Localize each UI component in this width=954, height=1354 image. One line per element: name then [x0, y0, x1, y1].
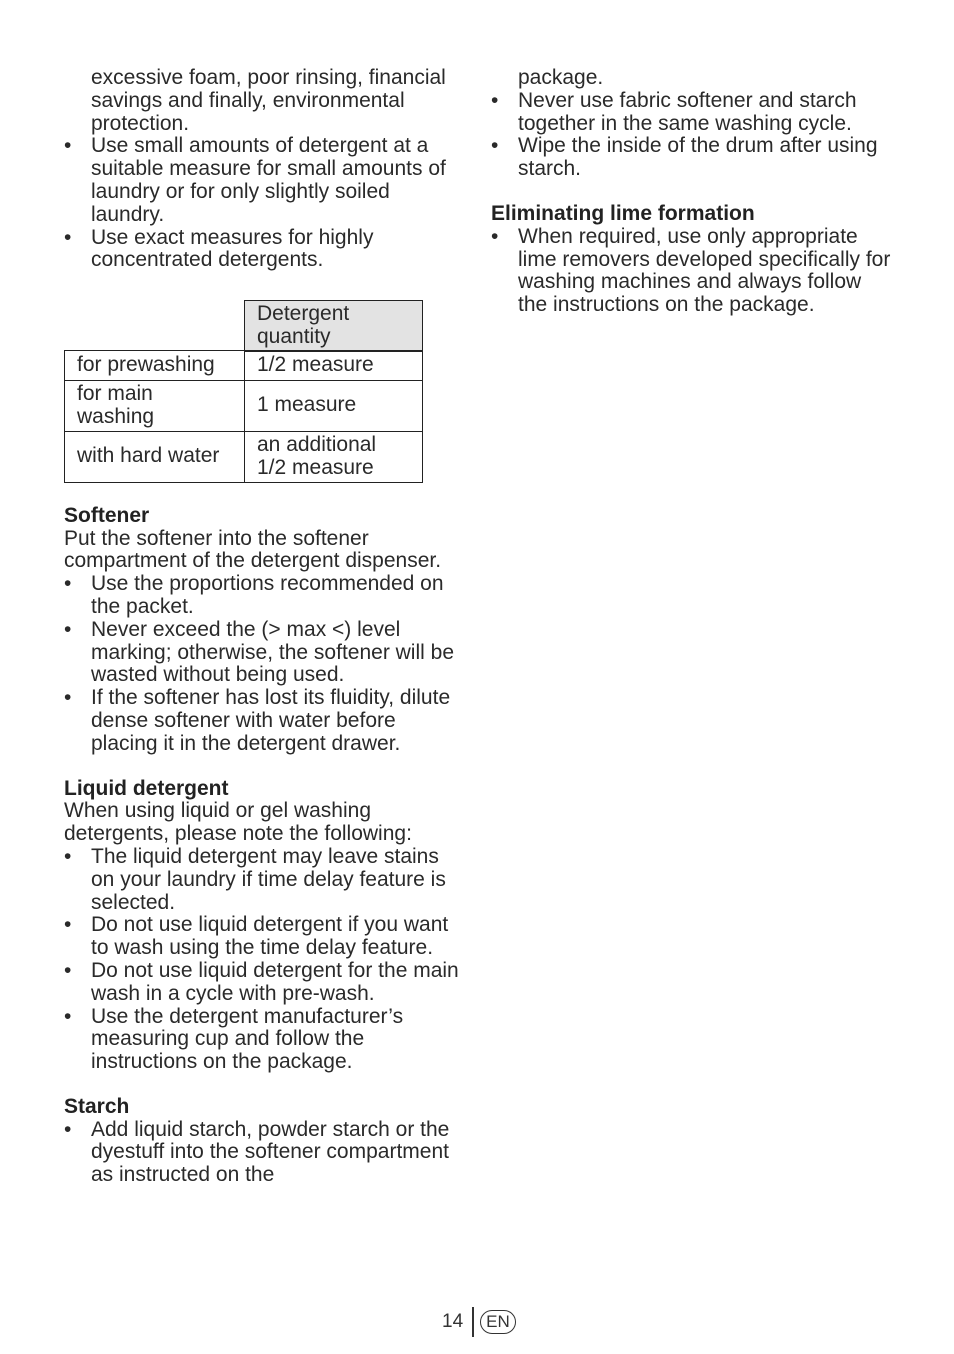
table-corner-cell	[65, 301, 245, 351]
table-row-value: 1/2 measure	[245, 351, 423, 381]
starch-continuation: package.	[518, 66, 604, 89]
list-item: • Never exceed the (> max <) level marking; otherwise, the softener will be wasted without being used.	[64, 619, 464, 687]
list-item: • The liquid detergent may leave stains on your laundry if time delay feature is selected.	[64, 846, 464, 914]
softener-intro: Put the softener into the softener compartment of the detergent dispenser.	[64, 526, 442, 573]
liquid-detergent-intro: When using liquid or gel washing detergents, please note the following:	[64, 799, 412, 846]
list-item: • Use the detergent manufacturer’s measuring cup and follow the instructions on the package.	[64, 1006, 464, 1074]
starch-heading: Starch	[64, 1094, 130, 1118]
list-item: • If the softener has lost its fluidity, dilute dense softener with water before placing it in the detergent drawer.	[64, 687, 464, 755]
left-column	[64, 67, 464, 1187]
table-row-label: for main washing	[65, 380, 245, 431]
table-row-value: 1 measure	[245, 380, 423, 431]
footer-divider	[472, 1307, 474, 1337]
right-column	[491, 67, 891, 317]
softener-bullet-list	[64, 573, 464, 755]
lime-bullet-list	[491, 226, 891, 317]
list-item: • Do not use liquid detergent for the main wash in a cycle with pre-wash.	[64, 960, 464, 1006]
list-item: • Use the proportions recommended on the packet.	[64, 573, 464, 619]
table-row-label: for prewashing	[65, 351, 245, 381]
language-badge: EN	[480, 1310, 516, 1334]
list-item: • Use exact measures for highly concentrated detergents.	[64, 227, 464, 273]
table-header-detergent-quantity: Detergent quantity	[245, 301, 423, 351]
list-item: • Do not use liquid detergent if you want to wash using the time delay feature.	[64, 914, 464, 960]
liquid-detergent-heading: Liquid detergent	[64, 776, 229, 800]
table-row	[65, 431, 423, 482]
starch-section	[64, 1096, 464, 1187]
intro-continuation: excessive foam, poor rinsing, financial savings and finally, environmental protection.	[91, 66, 446, 135]
softener-heading: Softener	[64, 503, 150, 527]
list-item: • Wipe the inside of the drum after using starch.	[491, 135, 891, 181]
liquid-detergent-section	[64, 778, 464, 1074]
list-item: • Use small amounts of detergent at a suitable measure for small amounts of laundry or for only slightly soiled laundry.	[64, 135, 464, 226]
detergent-quantity-table	[64, 300, 423, 483]
liquid-detergent-bullet-list	[64, 846, 464, 1074]
list-item: • Add liquid starch, powder starch or the dyestuff into the softener compartment as instructed on the	[64, 1119, 464, 1187]
table-row	[65, 351, 423, 381]
table-row-value: an additional 1/2 measure	[245, 431, 423, 482]
lime-heading: Eliminating lime formation	[491, 201, 755, 225]
list-item: • Never use fabric softener and starch together in the same washing cycle.	[491, 90, 891, 136]
page-footer	[442, 1306, 516, 1338]
table-row	[65, 380, 423, 431]
starch-bullet-list	[64, 1119, 464, 1187]
lime-section	[491, 203, 891, 317]
softener-section	[64, 505, 464, 756]
list-item: • When required, use only appropriate lime removers developed specifically for washing machines and always follow the instructions on the package.	[491, 226, 891, 317]
starch-bullet-list-continued	[491, 90, 891, 181]
intro-bullet-list	[64, 135, 464, 272]
table-row-label: with hard water	[65, 431, 245, 482]
page-number: 14	[442, 1310, 464, 1332]
